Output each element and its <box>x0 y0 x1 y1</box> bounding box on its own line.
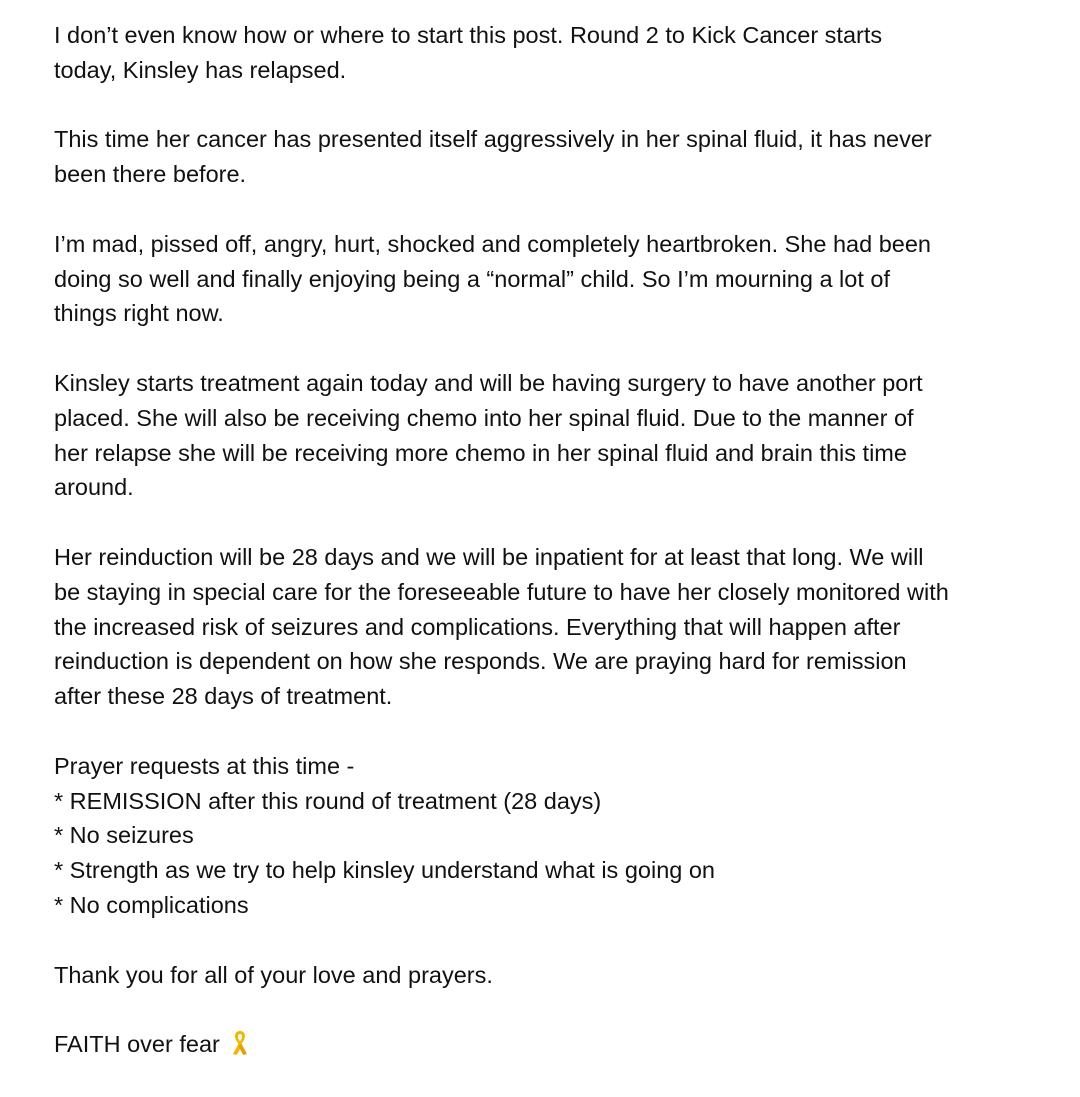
text-line: I don’t even know how or where to start this post. Round 2 to Kick Cancer starts <box>54 22 883 48</box>
paragraph-intro <box>54 18 1044 88</box>
paragraph-feelings <box>54 227 1044 331</box>
paragraph-thanks <box>54 958 1044 993</box>
list-item: * No complications <box>54 891 249 918</box>
prayer-requests-list <box>54 749 1044 923</box>
text-line: after these 28 days of treatment. <box>54 683 393 710</box>
text-line: today, Kinsley has relapsed. <box>54 56 347 83</box>
text-line: been there before. <box>54 161 247 188</box>
text-line: This time her cancer has presented itself aggressively in her spinal fluid, it has never <box>54 126 932 153</box>
text-line: I’m mad, pissed off, angry, hurt, shocked and completely heartbroken. She had been <box>54 230 931 257</box>
paragraph-treatment <box>54 366 1044 505</box>
paragraph-reinduction <box>54 540 1044 714</box>
post-body <box>54 18 1044 1097</box>
text-line: Her reinduction will be 28 days and we will be inpatient for at least that long. We will <box>54 543 924 570</box>
paragraph-spinal-fluid <box>54 122 1044 192</box>
closing-line <box>54 1027 1044 1062</box>
list-item: * No seizures <box>54 822 194 849</box>
list-item: * Strength as we try to help kinsley understand what is going on <box>54 857 715 884</box>
closing-text: FAITH over fear <box>54 1031 220 1058</box>
text-line: be staying in special care for the foreseeable future to have her closely monitored with <box>54 578 949 605</box>
text-line: Kinsley starts treatment again today and will be having surgery to have another port <box>54 369 923 396</box>
gold-ribbon-icon <box>230 1029 250 1057</box>
text-line: things right now. <box>54 300 224 327</box>
text-line: around. <box>54 474 134 501</box>
text-line: her relapse she will be receiving more chemo in her spinal fluid and brain this time <box>54 439 907 466</box>
text-line: the increased risk of seizures and complications. Everything that will happen after <box>54 613 901 640</box>
text-line: reinduction is dependent on how she responds. We are praying hard for remission <box>54 648 907 675</box>
text-line: Thank you for all of your love and prayers. <box>54 961 493 988</box>
prayer-requests-heading: Prayer requests at this time - <box>54 752 355 779</box>
text-line: doing so well and finally enjoying being a “normal” child. So I’m mourning a lot of <box>54 265 891 292</box>
text-line: placed. She will also be receiving chemo into her spinal fluid. Due to the manner of <box>54 404 914 431</box>
list-item: * REMISSION after this round of treatment (28 days) <box>54 787 602 814</box>
